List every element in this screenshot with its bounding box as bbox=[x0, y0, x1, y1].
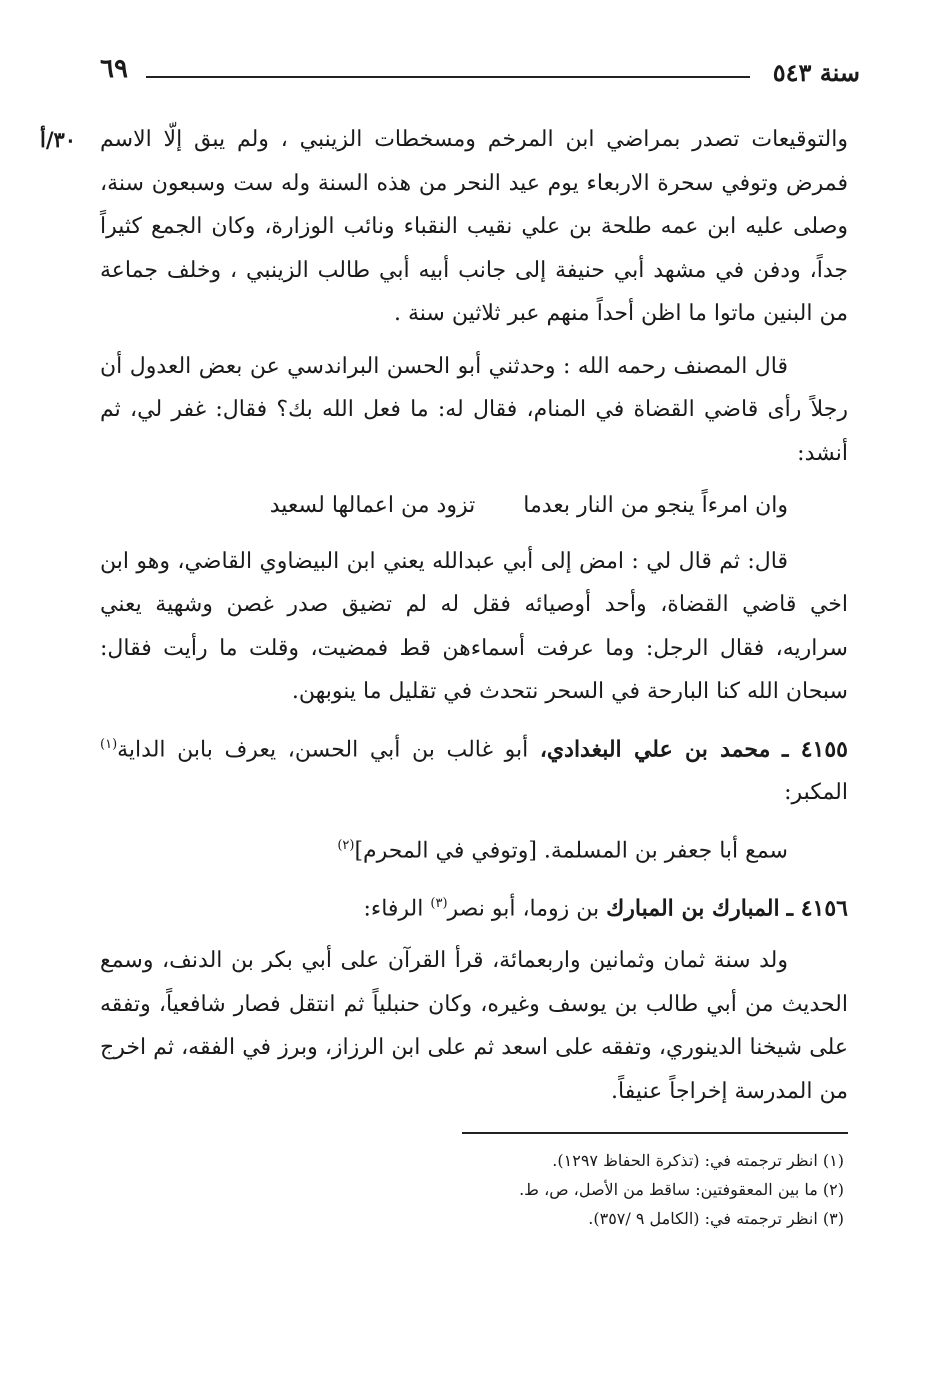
entry-4156 bbox=[100, 882, 848, 931]
paragraph-3: قال: ثم قال لي : امض إلى أبي عبدالله يعني ابن البيضاوي القاضي، وهو ابن اخي قاضي القضاة، وأحد أوصيائه فقل له لم تضيق صدر غصن وشهية يعني سراريه، فقال الرجل: وما عرفت أسماءهن قط فمضيت، وقلت ما رأيت فقال: سبحان الله كنا البارحة في السحر نتحدث في تقليل ما ينوبهن. bbox=[100, 548, 848, 704]
page-header bbox=[100, 52, 860, 92]
verse-first-hemistich: وان امرءاً ينجو من النار بعدما bbox=[523, 493, 788, 518]
entry-4155-name: محمد بن علي البغدادي، bbox=[539, 735, 771, 762]
paragraph-1-text: والتوقيعات تصدر بمراضي ابن المرخم ومسخطات الزينبي ، ولم يبق إلّا الاسم فمرض وتوفي سحرة الاربعاء يوم عيد النحر من هذه السنة وله ست وسبعون سنة، وصلى عليه ابن عمه طلحة بن علي نقيب النقباء ونائب الوزارة، وكان الجمع كثيراً جداً، ودفن في مشهد أبي حنيفة إلى جانب أبيه أبي طالب الزينبي ، وخلف جماعة من البنين ماتوا ما اظن أحداً منهم عبر ثلاثين سنة . bbox=[100, 127, 848, 326]
footnote-ref-3: (٣) bbox=[430, 895, 448, 911]
running-head-year: سنة ٥٤٣ bbox=[772, 58, 860, 87]
entry-4156-number: ٤١٥٦ ـ bbox=[786, 894, 848, 921]
entry-4156-rest1: بن زوما، أبو نصر bbox=[447, 895, 600, 921]
footnote-1: (١) انظر ترجمته في: (تذكرة الحفاظ ١٢٩٧). bbox=[552, 1151, 844, 1170]
footnote-ref-2: (٢) bbox=[337, 837, 355, 853]
entry-4155-tail: المكبر: bbox=[784, 780, 848, 806]
main-text bbox=[100, 118, 848, 1122]
entry-4155-number: ٤١٥٥ ـ bbox=[781, 735, 848, 762]
entry-4155-rest: أبو غالب بن أبي الحسن، يعرف بابن الداية bbox=[117, 736, 529, 762]
footnotes bbox=[100, 1146, 844, 1233]
entry-4155-body bbox=[100, 824, 848, 873]
footnote-2: (٢) ما بين المعقوفتين: ساقط من الأصل، ص، ط. bbox=[519, 1180, 844, 1199]
paragraph-1 bbox=[100, 118, 848, 336]
entry-4156-rest2: الرفاء: bbox=[363, 895, 424, 921]
footnote-3: (٣) انظر ترجمته في: (الكامل ٩ /٣٥٧). bbox=[588, 1209, 844, 1228]
footnote-ref-1: (١) bbox=[100, 736, 118, 752]
page-number: ٦٩ bbox=[100, 54, 128, 84]
entry-4156-body: ولد سنة ثمان وثمانين واربعمائة، قرأ القرآن على أبي بكر بن الدنف، وسمع الحديث من أبي طالب بن يوسف وغيره، وكان حنبلياً ثم انتقل فصار شافعياً، وتفقه على شيخنا الدينوري، وتفقه على اسعد ثم على ابن الرزاز، وبرز في الفقه، ثم اخرج من المدرسة إخراجاً عنيفاً. bbox=[100, 948, 848, 1104]
manuscript-folio-ref: ٣٠/أ bbox=[40, 127, 77, 152]
entry-4155-line2: سمع أبا جعفر بن المسلمة. [وتوفي في المحرم] bbox=[354, 838, 788, 864]
entry-4155 bbox=[100, 723, 848, 815]
verse-second-hemistich: تزود من اعمالها لسعيد bbox=[269, 493, 476, 518]
poem-verse bbox=[100, 484, 848, 528]
header-rule bbox=[146, 76, 750, 78]
footnote-divider bbox=[462, 1132, 848, 1134]
entry-4156-name: المبارك بن المبارك bbox=[606, 894, 780, 921]
paragraph-2: قال المصنف رحمه الله : وحدثني أبو الحسن البراندسي عن بعض العدول أن رجلاً رأى قاضي القضاة في المنام، فقال له: ما فعل الله بك؟ فقال: غفر لي، ثم أنشد: bbox=[100, 353, 848, 466]
